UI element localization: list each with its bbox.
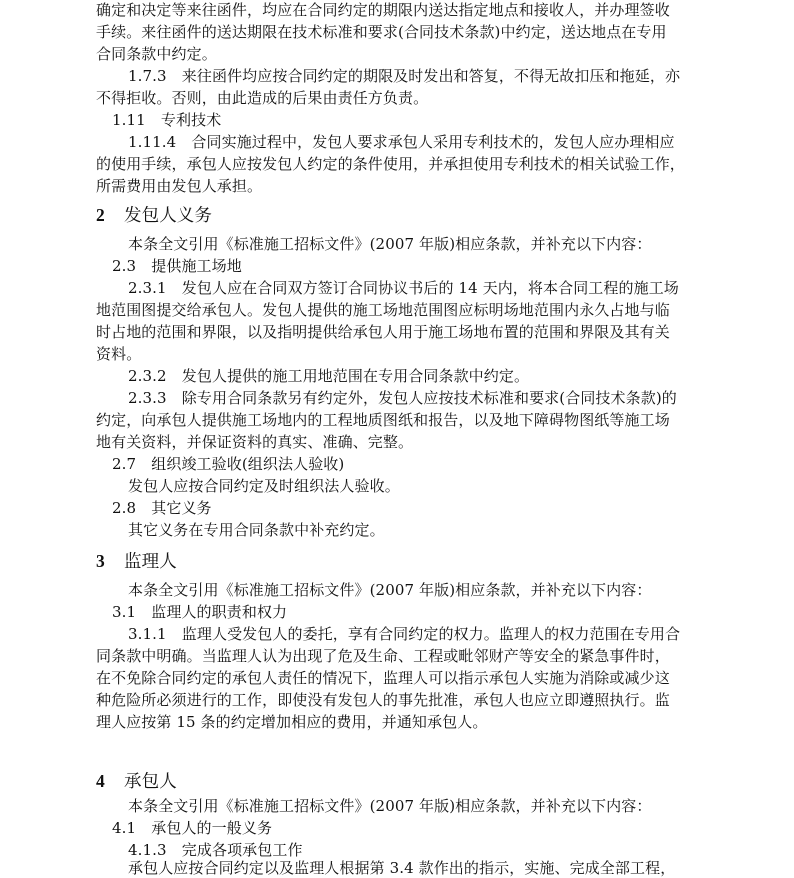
paragraph-line: 地范围图提交给承包人。发包人提供的施工场地范围图应标明场地范围内永久占地与临: [96, 301, 670, 319]
paragraph-line: 所需费用由发包人承担。: [96, 177, 263, 195]
paragraph-line: 确定和决定等来往函件，均应在合同约定的期限内送达指定地点和接收人，并办理签收: [96, 1, 670, 19]
paragraph-line: 承包人应按合同约定以及监理人根据第 3.4 款作出的指示，实施、完成全部工程，: [128, 859, 676, 877]
paragraph-line: 手续。来往函件的送达期限在技术标准和要求(合同技术条款)中约定，送达地点在专用: [96, 23, 667, 41]
paragraph-line: 在不免除合同约定的承包人责任的情况下，监理人可以指示承包人实施为消除或减少这: [96, 669, 670, 687]
paragraph-line: 理人应按第 15 条的约定增加相应的费用，并通知承包人。: [96, 713, 488, 731]
section-1-11-title: 1.11 专利技术: [112, 111, 222, 129]
chapter-2-heading: [96, 204, 212, 227]
paragraph-line: 不得拒收。否则，由此造成的后果由责任方负责。: [96, 89, 429, 107]
chapter-number: 2: [96, 205, 105, 225]
clause-2-3-1: 2.3.1 发包人应在合同双方签订合同协议书后的 14 天内，将本合同工程的施工场: [128, 279, 679, 297]
clause-2-3-2: 2.3.2 发包人提供的施工用地范围在专用合同条款中约定。: [128, 367, 530, 385]
chapter-4-heading: [96, 770, 177, 793]
section-2-7-title: 2.7 组织竣工验收(组织法人验收): [112, 455, 345, 473]
clause-2-3-3: 2.3.3 除专用合同条款另有约定外，发包人应按技术标准和要求(合同技术条款)的: [128, 389, 677, 407]
paragraph-line: 地有关资料，并保证资料的真实、准确、完整。: [96, 433, 414, 451]
clause-1-11-4: 1.11.4 合同实施过程中，发包人要求承包人采用专利技术的，发包人应办理相应: [128, 133, 675, 151]
chapter-title: 监理人: [124, 552, 177, 572]
paragraph-line: 其它义务在专用合同条款中补充约定。: [128, 521, 385, 539]
clause-4-1-3: 4.1.3 完成各项承包工作: [128, 841, 303, 859]
chapter-number: 3: [96, 551, 105, 571]
section-2-3-title: 2.3 提供施工场地: [112, 257, 242, 275]
quote-paragraph: 本条全文引用《标准施工招标文件》(2007 年版)相应条款，并补充以下内容：: [128, 581, 652, 599]
chapter-title: 发包人义务: [124, 206, 212, 226]
section-4-1-title: 4.1 承包人的一般义务: [112, 819, 273, 837]
section-3-1-title: 3.1 监理人的职责和权力: [112, 603, 288, 621]
quote-paragraph: 本条全文引用《标准施工招标文件》(2007 年版)相应条款，并补充以下内容：: [128, 235, 652, 253]
chapter-title: 承包人: [124, 772, 177, 792]
paragraph-line: 时占地的范围和界限，以及指明提供给承包人用于施工场地布置的范围和界限及其有关: [96, 323, 670, 341]
paragraph-line: 同条款中明确。当监理人认为出现了危及生命、工程或毗邻财产等安全的紧急事件时，: [96, 647, 670, 665]
paragraph-line: 约定，向承包人提供施工场地内的工程地质图纸和报告，以及地下障碍物图纸等施工场: [96, 411, 670, 429]
paragraph-line: 种危险所必须进行的工作，即使没有发包人的事先批准，承包人也应立即遵照执行。监: [96, 691, 670, 709]
clause-3-1-1: 3.1.1 监理人受发包人的委托，享有合同约定的权力。监理人的权力范围在专用合: [128, 625, 681, 643]
section-2-8-title: 2.8 其它义务: [112, 499, 212, 517]
chapter-number: 4: [96, 771, 105, 791]
paragraph-line: 的使用手续，承包人应按发包人约定的条件使用，并承担使用专利技术的相关试验工作，: [96, 155, 685, 173]
quote-paragraph: 本条全文引用《标准施工招标文件》(2007 年版)相应条款，并补充以下内容：: [128, 797, 652, 815]
paragraph-line: 发包人应按合同约定及时组织法人验收。: [128, 477, 400, 495]
paragraph-line: 资料。: [96, 345, 142, 363]
paragraph-line: 合同条款中约定。: [96, 45, 217, 63]
clause-1-7-3: 1.7.3 来往函件均应按合同约定的期限及时发出和答复，不得无故扣压和拖延，亦: [128, 67, 681, 85]
chapter-3-heading: [96, 550, 177, 573]
